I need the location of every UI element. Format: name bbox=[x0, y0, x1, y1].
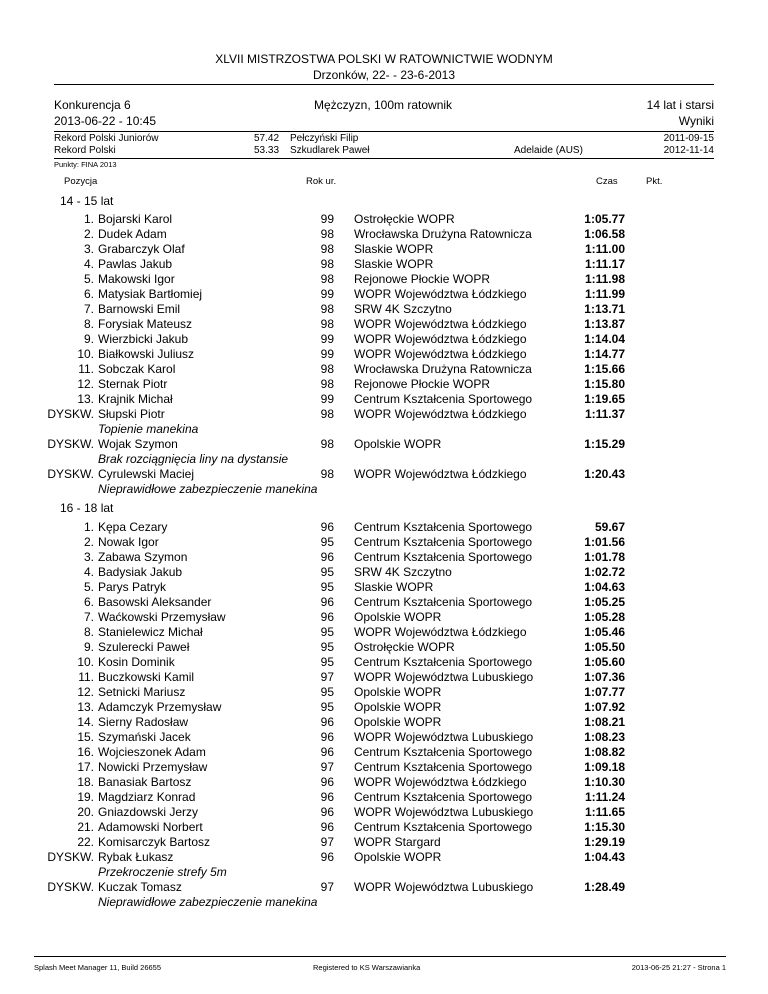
result-position: 10. bbox=[77, 347, 94, 361]
club-name: WOPR Stargard bbox=[354, 835, 441, 849]
result-time: 1:13.87 bbox=[584, 317, 625, 331]
athlete-name: Kuczak Tomasz bbox=[98, 880, 182, 894]
athlete-name: Sobczak Karol bbox=[98, 362, 176, 376]
result-time: 1:11.17 bbox=[584, 257, 625, 271]
result-time: 1:13.71 bbox=[584, 302, 625, 316]
club-name: Ostrołęckie WOPR bbox=[354, 212, 455, 226]
birth-year: 95 bbox=[320, 640, 334, 654]
club-name: Centrum Kształcenia Sportowego bbox=[354, 520, 533, 534]
club-name: WOPR Województwa Lubuskiego bbox=[354, 730, 534, 744]
footer-divider bbox=[34, 956, 726, 957]
document-title: XLVII MISTRZOSTWA POLSKI W RATOWNICTWIE WODNYM bbox=[215, 52, 553, 66]
result-row bbox=[0, 565, 768, 580]
club-name: WOPR Województwa Łódzkiego bbox=[354, 625, 527, 639]
birth-year: 98 bbox=[320, 242, 334, 256]
birth-year: 98 bbox=[320, 257, 334, 271]
athlete-name: Barnowski Emil bbox=[98, 302, 181, 316]
result-row bbox=[0, 655, 768, 670]
club-name: WOPR Województwa Łódzkiego bbox=[354, 287, 527, 301]
club-name: Opolskie WOPR bbox=[354, 700, 442, 714]
result-position: DYSKW. bbox=[47, 850, 94, 864]
birth-year: 96 bbox=[320, 520, 334, 534]
club-name: Ostrołęckie WOPR bbox=[354, 640, 455, 654]
result-position: DYSKW. bbox=[47, 407, 94, 421]
athlete-name: Komisarczyk Bartosz bbox=[98, 835, 211, 849]
result-position: 18. bbox=[77, 775, 94, 789]
result-position: 1. bbox=[83, 520, 94, 534]
result-position: DYSKW. bbox=[47, 880, 94, 894]
athlete-name: Szymański Jacek bbox=[98, 730, 191, 744]
result-time: 1:15.30 bbox=[584, 820, 625, 834]
club-name: Centrum Kształcenia Sportowego bbox=[354, 595, 533, 609]
event-age-class: 14 lat i starsi bbox=[646, 98, 714, 112]
column-header-position: Pozycja bbox=[64, 176, 98, 187]
result-time: 1:20.43 bbox=[584, 467, 625, 481]
result-time: 59.67 bbox=[594, 520, 625, 534]
disqualification-reason: Topienie manekina bbox=[98, 422, 199, 436]
result-position: 15. bbox=[77, 730, 94, 744]
result-row bbox=[0, 302, 768, 317]
result-row bbox=[0, 550, 768, 565]
footer-printed: 2013-06-25 21:27 - Strona 1 bbox=[631, 963, 726, 972]
athlete-name: Sternak Piotr bbox=[98, 377, 168, 391]
club-name: Centrum Kształcenia Sportowego bbox=[354, 790, 533, 804]
result-position: 6. bbox=[83, 595, 94, 609]
result-time: 1:11.98 bbox=[584, 272, 625, 286]
result-position: 5. bbox=[83, 580, 94, 594]
result-row bbox=[0, 347, 768, 362]
result-position: 3. bbox=[83, 550, 94, 564]
result-time: 1:08.21 bbox=[584, 715, 625, 729]
result-time: 1:06.58 bbox=[584, 227, 625, 241]
column-header-points: Pkt. bbox=[646, 176, 663, 187]
result-row bbox=[0, 580, 768, 595]
header-divider bbox=[54, 84, 714, 85]
result-position: 21. bbox=[77, 820, 94, 834]
result-time: 1:07.77 bbox=[584, 685, 625, 699]
result-time: 1:11.65 bbox=[584, 805, 625, 819]
result-row bbox=[0, 760, 768, 775]
result-position: 6. bbox=[83, 287, 94, 301]
birth-year: 97 bbox=[320, 760, 334, 774]
result-position: DYSKW. bbox=[47, 437, 94, 451]
club-name: Opolskie WOPR bbox=[354, 437, 442, 451]
result-row bbox=[0, 437, 768, 452]
result-time: 1:07.92 bbox=[584, 700, 625, 714]
result-row bbox=[0, 775, 768, 790]
athlete-name: Basowski Aleksander bbox=[98, 595, 212, 609]
result-row bbox=[0, 610, 768, 625]
result-time: 1:11.37 bbox=[584, 407, 625, 421]
athlete-name: Krajnik Michał bbox=[98, 392, 173, 406]
club-name: SRW 4K Szczytno bbox=[354, 565, 452, 579]
club-name: WOPR Województwa Łódzkiego bbox=[354, 332, 527, 346]
athlete-name: Sierny Radosław bbox=[98, 715, 189, 729]
result-row bbox=[0, 835, 768, 850]
result-time: 1:01.78 bbox=[584, 550, 625, 564]
birth-year: 96 bbox=[320, 610, 334, 624]
athlete-name: Wojak Szymon bbox=[98, 437, 178, 451]
result-row bbox=[0, 805, 768, 820]
result-row bbox=[0, 535, 768, 550]
result-position: 19. bbox=[77, 790, 94, 804]
athlete-name: Rybak Łukasz bbox=[98, 850, 174, 864]
club-name: Slaskie WOPR bbox=[354, 580, 434, 594]
points-note: Punkty: FINA 2013 bbox=[54, 160, 117, 169]
result-row bbox=[0, 595, 768, 610]
birth-year: 96 bbox=[320, 595, 334, 609]
birth-year: 95 bbox=[320, 685, 334, 699]
record-time: 53.33 bbox=[254, 145, 280, 156]
athlete-name: Szulerecki Paweł bbox=[98, 640, 190, 654]
event-result-type: Wyniki bbox=[678, 114, 714, 128]
result-time: 1:07.36 bbox=[584, 670, 625, 684]
athlete-name: Adamczyk Przemysław bbox=[98, 700, 222, 714]
result-position: 4. bbox=[83, 565, 94, 579]
result-row bbox=[0, 850, 768, 865]
result-position: 16. bbox=[77, 745, 94, 759]
age-group-heading: 14 - 15 lat bbox=[60, 194, 114, 208]
athlete-name: Waćkowski Przemysław bbox=[98, 610, 226, 624]
birth-year: 98 bbox=[320, 302, 334, 316]
club-name: WOPR Województwa Lubuskiego bbox=[354, 670, 534, 684]
result-row bbox=[0, 745, 768, 760]
result-position: 8. bbox=[83, 317, 94, 331]
column-header-year: Rok ur. bbox=[306, 176, 337, 187]
column-header-time: Czas bbox=[596, 176, 618, 187]
result-position: 4. bbox=[83, 257, 94, 271]
result-row bbox=[0, 227, 768, 242]
athlete-name: Gniazdowski Jerzy bbox=[98, 805, 199, 819]
athlete-name: Banasiak Bartosz bbox=[98, 775, 192, 789]
result-time: 1:14.77 bbox=[584, 347, 625, 361]
club-name: Rejonowe Płockie WOPR bbox=[354, 272, 491, 286]
document-subtitle: Drzonków, 22- - 23-6-2013 bbox=[312, 68, 456, 82]
birth-year: 97 bbox=[320, 835, 334, 849]
athlete-name: Kępa Cezary bbox=[98, 520, 168, 534]
athlete-name: Matysiak Bartłomiej bbox=[98, 287, 203, 301]
club-name: Opolskie WOPR bbox=[354, 685, 442, 699]
disqualification-reason: Nieprawidłowe zabezpieczenie manekina bbox=[98, 895, 318, 909]
birth-year: 98 bbox=[320, 377, 334, 391]
result-position: DYSKW. bbox=[47, 467, 94, 481]
result-position: 11. bbox=[78, 362, 94, 376]
result-position: 12. bbox=[77, 685, 94, 699]
result-row bbox=[0, 392, 768, 407]
club-name: Centrum Kształcenia Sportowego bbox=[354, 535, 533, 549]
result-row bbox=[0, 317, 768, 332]
athlete-name: Buczkowski Kamil bbox=[98, 670, 195, 684]
result-time: 1:15.29 bbox=[584, 437, 625, 451]
birth-year: 95 bbox=[320, 655, 334, 669]
club-name: Centrum Kształcenia Sportowego bbox=[354, 820, 533, 834]
birth-year: 98 bbox=[320, 227, 334, 241]
athlete-name: Słupski Piotr bbox=[98, 407, 165, 421]
result-time: 1:09.18 bbox=[584, 760, 625, 774]
athlete-name: Stanielewicz Michał bbox=[98, 625, 203, 639]
birth-year: 95 bbox=[320, 535, 334, 549]
club-name: WOPR Województwa Łódzkiego bbox=[354, 467, 527, 481]
club-name: Slaskie WOPR bbox=[354, 257, 434, 271]
result-row bbox=[0, 520, 768, 535]
result-row bbox=[0, 467, 768, 482]
birth-year: 96 bbox=[320, 850, 334, 864]
result-time: 1:14.04 bbox=[584, 332, 625, 346]
result-time: 1:11.24 bbox=[584, 790, 625, 804]
result-position: 7. bbox=[83, 610, 94, 624]
club-name: Slaskie WOPR bbox=[354, 242, 434, 256]
result-row bbox=[0, 820, 768, 835]
birth-year: 98 bbox=[320, 467, 334, 481]
club-name: Rejonowe Płockie WOPR bbox=[354, 377, 491, 391]
result-time: 1:04.63 bbox=[584, 580, 625, 594]
birth-year: 99 bbox=[320, 287, 334, 301]
athlete-name: Białkowski Juliusz bbox=[98, 347, 195, 361]
result-time: 1:19.65 bbox=[584, 392, 625, 406]
result-position: 13. bbox=[77, 392, 94, 406]
athlete-name: Dudek Adam bbox=[98, 227, 167, 241]
record-place: Adelaide (AUS) bbox=[514, 145, 583, 156]
birth-year: 99 bbox=[320, 212, 334, 226]
birth-year: 99 bbox=[320, 332, 334, 346]
athlete-name: Makowski Igor bbox=[98, 272, 175, 286]
result-row bbox=[0, 700, 768, 715]
result-position: 2. bbox=[83, 227, 94, 241]
athlete-name: Cyrulewski Maciej bbox=[98, 467, 195, 481]
result-row bbox=[0, 715, 768, 730]
result-time: 1:05.25 bbox=[584, 595, 625, 609]
footer-registered: Registered to KS Warszawianka bbox=[313, 963, 421, 972]
result-row bbox=[0, 377, 768, 392]
birth-year: 98 bbox=[320, 407, 334, 421]
athlete-name: Kosin Dominik bbox=[98, 655, 175, 669]
birth-year: 95 bbox=[320, 580, 334, 594]
result-time: 1:29.19 bbox=[584, 835, 625, 849]
result-time: 1:04.43 bbox=[584, 850, 625, 864]
result-row bbox=[0, 212, 768, 227]
birth-year: 97 bbox=[320, 670, 334, 684]
event-datetime: 2013-06-22 - 10:45 bbox=[54, 114, 157, 128]
result-row bbox=[0, 670, 768, 685]
athlete-name: Wierzbicki Jakub bbox=[98, 332, 189, 346]
result-position: 17. bbox=[77, 760, 94, 774]
result-time: 1:11.00 bbox=[584, 242, 625, 256]
birth-year: 96 bbox=[320, 745, 334, 759]
athlete-name: Parys Patryk bbox=[98, 580, 167, 594]
record-date: 2012-11-14 bbox=[663, 145, 714, 156]
club-name: Opolskie WOPR bbox=[354, 715, 442, 729]
club-name: Wrocławska Drużyna Ratownicza bbox=[354, 362, 532, 376]
result-row bbox=[0, 362, 768, 377]
birth-year: 96 bbox=[320, 730, 334, 744]
result-position: 8. bbox=[83, 625, 94, 639]
birth-year: 96 bbox=[320, 805, 334, 819]
footer-software: Splash Meet Manager 11, Build 26655 bbox=[34, 963, 162, 972]
birth-year: 95 bbox=[320, 625, 334, 639]
club-name: Opolskie WOPR bbox=[354, 850, 442, 864]
athlete-name: Magdziarz Konrad bbox=[98, 790, 196, 804]
result-position: 22. bbox=[77, 835, 94, 849]
result-time: 1:05.60 bbox=[584, 655, 625, 669]
result-row bbox=[0, 880, 768, 895]
result-position: 13. bbox=[77, 700, 94, 714]
athlete-name: Pawlas Jakub bbox=[98, 257, 173, 271]
result-row bbox=[0, 287, 768, 302]
result-position: 9. bbox=[83, 640, 94, 654]
club-name: WOPR Województwa Łódzkiego bbox=[354, 407, 527, 421]
birth-year: 98 bbox=[320, 317, 334, 331]
result-time: 1:15.66 bbox=[584, 362, 625, 376]
record-date: 2011-09-15 bbox=[663, 133, 714, 144]
birth-year: 95 bbox=[320, 565, 334, 579]
result-position: 20. bbox=[77, 805, 94, 819]
result-position: 3. bbox=[83, 242, 94, 256]
result-time: 1:02.72 bbox=[584, 565, 625, 579]
birth-year: 99 bbox=[320, 392, 334, 406]
result-time: 1:15.80 bbox=[584, 377, 625, 391]
birth-year: 96 bbox=[320, 550, 334, 564]
athlete-name: Grabarczyk Olaf bbox=[98, 242, 185, 256]
event-description: Mężczyzn, 100m ratownik bbox=[314, 98, 453, 112]
result-position: 10. bbox=[77, 655, 94, 669]
club-name: WOPR Województwa Łódzkiego bbox=[354, 347, 527, 361]
club-name: Centrum Kształcenia Sportowego bbox=[354, 392, 533, 406]
club-name: WOPR Województwa Łódzkiego bbox=[354, 775, 527, 789]
birth-year: 95 bbox=[320, 700, 334, 714]
result-time: 1:05.50 bbox=[584, 640, 625, 654]
result-row bbox=[0, 730, 768, 745]
result-position: 7. bbox=[83, 302, 94, 316]
result-time: 1:08.82 bbox=[584, 745, 625, 759]
result-position: 2. bbox=[83, 535, 94, 549]
club-name: Centrum Kształcenia Sportowego bbox=[354, 760, 533, 774]
event-name: Konkurencja 6 bbox=[54, 98, 131, 112]
result-row bbox=[0, 790, 768, 805]
age-group-heading: 16 - 18 lat bbox=[60, 501, 114, 515]
club-name: WOPR Województwa Lubuskiego bbox=[354, 805, 534, 819]
birth-year: 96 bbox=[320, 820, 334, 834]
result-row bbox=[0, 272, 768, 287]
athlete-name: Forysiak Mateusz bbox=[98, 317, 193, 331]
result-row bbox=[0, 407, 768, 422]
birth-year: 98 bbox=[320, 272, 334, 286]
club-name: SRW 4K Szczytno bbox=[354, 302, 452, 316]
record-holder: Pełczyński Filip bbox=[290, 133, 359, 144]
club-name: Centrum Kształcenia Sportowego bbox=[354, 550, 533, 564]
club-name: Opolskie WOPR bbox=[354, 610, 442, 624]
result-row bbox=[0, 257, 768, 272]
result-time: 1:10.30 bbox=[584, 775, 625, 789]
birth-year: 98 bbox=[320, 362, 334, 376]
result-position: 14. bbox=[77, 715, 94, 729]
record-label: Rekord Polski Juniorów bbox=[54, 133, 159, 144]
result-time: 1:05.46 bbox=[584, 625, 625, 639]
athlete-name: Bojarski Karol bbox=[98, 212, 173, 226]
record-label: Rekord Polski bbox=[54, 145, 116, 156]
club-name: WOPR Województwa Lubuskiego bbox=[354, 880, 534, 894]
result-time: 1:11.99 bbox=[584, 287, 625, 301]
event-divider bbox=[54, 131, 714, 132]
result-row bbox=[0, 640, 768, 655]
result-position: 11. bbox=[78, 670, 94, 684]
result-time: 1:05.77 bbox=[584, 212, 625, 226]
birth-year: 96 bbox=[320, 775, 334, 789]
result-time: 1:08.23 bbox=[584, 730, 625, 744]
athlete-name: Nowak Igor bbox=[98, 535, 159, 549]
athlete-name: Badysiak Jakub bbox=[98, 565, 183, 579]
result-time: 1:01.56 bbox=[584, 535, 625, 549]
club-name: Wrocławska Drużyna Ratownicza bbox=[354, 227, 532, 241]
birth-year: 98 bbox=[320, 437, 334, 451]
club-name: Centrum Kształcenia Sportowego bbox=[354, 745, 533, 759]
record-time: 57.42 bbox=[254, 133, 280, 144]
birth-year: 96 bbox=[320, 790, 334, 804]
athlete-name: Zabawa Szymon bbox=[98, 550, 188, 564]
result-row bbox=[0, 242, 768, 257]
birth-year: 99 bbox=[320, 347, 334, 361]
result-row bbox=[0, 332, 768, 347]
disqualification-reason: Nieprawidłowe zabezpieczenie manekina bbox=[98, 482, 318, 496]
result-position: 9. bbox=[83, 332, 94, 346]
club-name: Centrum Kształcenia Sportowego bbox=[354, 655, 533, 669]
records-divider bbox=[54, 158, 714, 159]
result-position: 1. bbox=[83, 212, 94, 226]
athlete-name: Adamowski Norbert bbox=[98, 820, 203, 834]
result-time: 1:05.28 bbox=[584, 610, 625, 624]
disqualification-reason: Przekroczenie strefy 5m bbox=[98, 865, 227, 879]
result-row bbox=[0, 685, 768, 700]
result-position: 12. bbox=[77, 377, 94, 391]
athlete-name: Setnicki Mariusz bbox=[98, 685, 186, 699]
result-time: 1:28.49 bbox=[584, 880, 625, 894]
record-holder: Szkudlarek Paweł bbox=[290, 145, 370, 156]
athlete-name: Wojcieszonek Adam bbox=[98, 745, 206, 759]
disqualification-reason: Brak rozciągnięcia liny na dystansie bbox=[98, 452, 289, 466]
athlete-name: Nowicki Przemysław bbox=[98, 760, 208, 774]
birth-year: 96 bbox=[320, 715, 334, 729]
result-position: 5. bbox=[83, 272, 94, 286]
result-row bbox=[0, 625, 768, 640]
club-name: WOPR Województwa Łódzkiego bbox=[354, 317, 527, 331]
birth-year: 97 bbox=[320, 880, 334, 894]
